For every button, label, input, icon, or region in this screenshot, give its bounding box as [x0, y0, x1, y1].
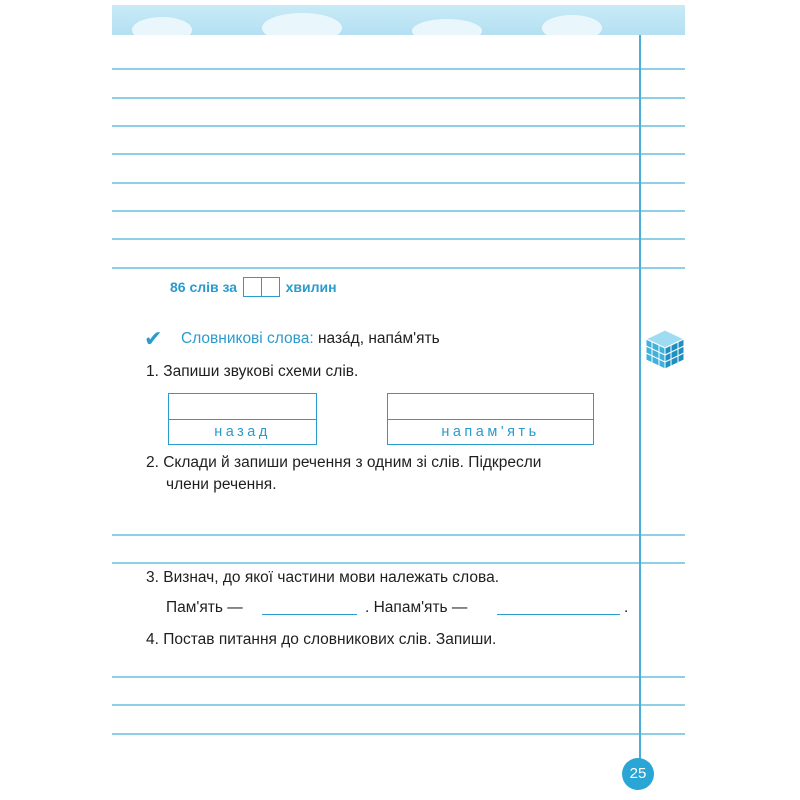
- ruled-line: [112, 182, 685, 184]
- ruled-line: [112, 238, 685, 240]
- part-of-speech-end: .: [624, 599, 629, 616]
- task-2-line-2: члени речення.: [166, 476, 277, 493]
- cloud-decoration: [132, 17, 192, 35]
- cloud-decoration: [542, 15, 602, 35]
- cloud-decoration: [412, 19, 482, 35]
- answer-blank-1[interactable]: [262, 614, 357, 615]
- reading-task: [170, 276, 337, 298]
- scheme-word: назад: [214, 424, 271, 440]
- ruled-line: [112, 68, 685, 70]
- task-3: 3. Визнач, до якої частини мови належать слова.: [146, 569, 499, 586]
- dictionary-label: Словникові слова:: [181, 330, 314, 347]
- ruled-line: [112, 704, 685, 706]
- scheme-word: напам'ять: [441, 424, 540, 440]
- part-of-speech-first: Пам'ять —: [166, 599, 243, 616]
- dictionary-words: [181, 330, 440, 348]
- cube-icon: [643, 327, 687, 371]
- sound-scheme-box[interactable]: [168, 393, 317, 445]
- part-of-speech-second: . Напам'ять —: [365, 599, 468, 616]
- task-1: 1. Запиши звукові схеми слів.: [146, 363, 359, 380]
- dictionary-list: назáд, напáм'ять: [317, 330, 440, 347]
- minutes-boxes[interactable]: [243, 277, 280, 297]
- page-number: 25: [622, 758, 654, 790]
- reading-prefix: 86 слів за: [170, 279, 238, 295]
- scheme-cell[interactable]: [169, 394, 316, 420]
- header-band: [112, 5, 685, 35]
- ruled-line: [112, 676, 685, 678]
- answer-blank-2[interactable]: [497, 614, 620, 615]
- cloud-decoration: [262, 13, 342, 35]
- ruled-line: [112, 267, 685, 269]
- ruled-line: [112, 733, 685, 735]
- ruled-line: [112, 153, 685, 155]
- ruled-line: [112, 210, 685, 212]
- reading-suffix: хвилин: [285, 279, 337, 295]
- ruled-line: [112, 562, 685, 564]
- checkmark-icon: ✔: [144, 326, 163, 351]
- scheme-cell[interactable]: [388, 394, 593, 420]
- ruled-line: [112, 125, 685, 127]
- sound-scheme-box[interactable]: [387, 393, 594, 445]
- ruled-line: [112, 534, 685, 536]
- ruled-line: [112, 97, 685, 99]
- task-4: 4. Постав питання до словникових слів. Запиши.: [146, 631, 497, 648]
- margin-line: [639, 35, 641, 777]
- task-2-line-1: 2. Склади й запиши речення з одним зі слів. Підкресли: [146, 454, 542, 471]
